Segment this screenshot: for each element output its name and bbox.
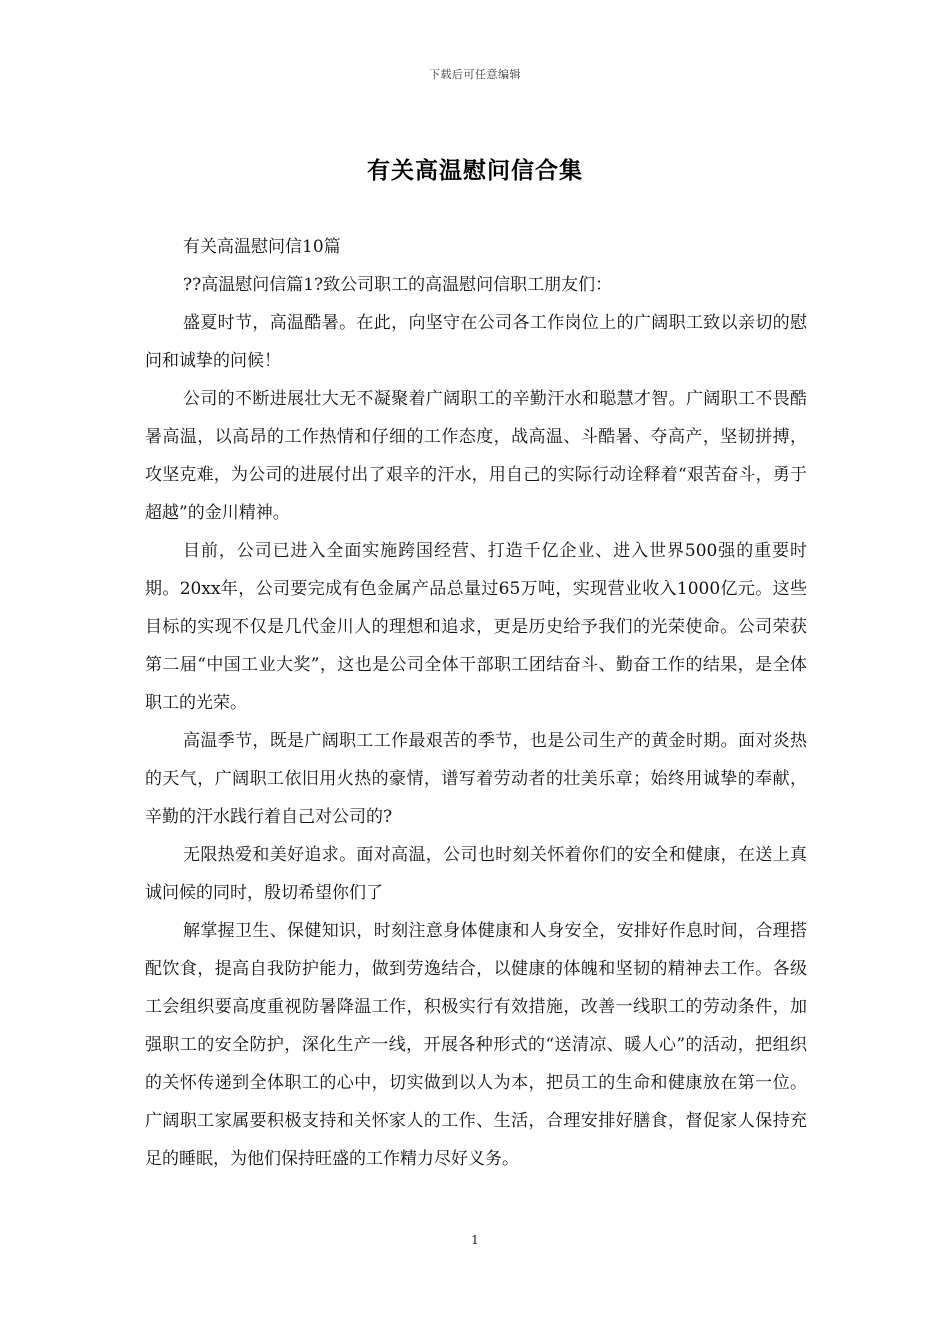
paragraph: 无限热爱和美好追求。面对高温，公司也时刻关怀着你们的安全和健康，在送上真诚问候的同时，殷切希望你们了 <box>145 845 807 903</box>
paragraph: 高温季节，既是广阔职工工作最艰苦的季节，也是公司生产的黄金时期。面对炎热的天气，广阔职工依旧用火热的豪情，谱写着劳动者的壮美乐章；始终用诚挚的奉献，辛勤的汗水践行着自己对公司的? <box>145 731 807 827</box>
header-note: 下载后可任意编辑 <box>429 68 521 81</box>
paragraph: 公司的不断进展壮大无不凝聚着广阔职工的辛勤汗水和聪慧才智。广阔职工不畏酷暑高温，以高昂的工作热情和仔细的工作态度，战高温、斗酷暑、夺高产，坚韧拼搏，攻坚克难，为公司的进展付出了艰辛的汗水，用自己的实际行动诠释着“艰苦奋斗，勇于超越”的金川精神。 <box>145 389 807 523</box>
page-number: 1 <box>471 1233 479 1247</box>
paragraph: 盛夏时节，高温酷暑。在此，向坚守在公司各工作岗位上的广阔职工致以亲切的慰问和诚挚的问候！ <box>145 313 807 371</box>
paragraph: 目前，公司已进入全面实施跨国经营、打造千亿企业、进入世界500强的重要时期。20xx年，公司要完成有色金属产品总量过65万吨，实现营业收入1000亿元。这些目标的实现不仅是几代金川人的理想和追求，更是历史给予我们的光荣使命。公司荣获第二届“中国工业大奖”，这也是公司全体干部职工团结奋斗、勤奋工作的结果，是全体职工的光荣。 <box>145 541 807 713</box>
document-title: 有关高温慰问信合集 <box>367 157 583 184</box>
document-body <box>145 228 807 1178</box>
paragraph-greeting: ??高温慰问信篇1?致公司职工的高温慰问信职工朋友们： <box>183 275 613 295</box>
paragraph: 解掌握卫生、保健知识，时刻注意身体健康和人身安全，安排好作息时间，合理搭配饮食，提高自我防护能力，做到劳逸结合，以健康的体魄和坚韧的精神去工作。各级工会组织要高度重视防暑降温工作，积极实行有效措施，改善一线职工的劳动条件，加强职工的安全防护，深化生产一线，开展各种形式的“送清凉、暖人心”的活动，把组织的关怀传递到全体职工的心中，切实做到以人为本，把员工的生命和健康放在第一位。广阔职工家属要积极支持和关怀家人的工作、生活，合理安排好膳食，督促家人保持充足的睡眠，为他们保持旺盛的工作精力尽好义务。 <box>145 921 807 1169</box>
paragraph-subtitle: 有关高温慰问信10篇 <box>183 237 341 257</box>
